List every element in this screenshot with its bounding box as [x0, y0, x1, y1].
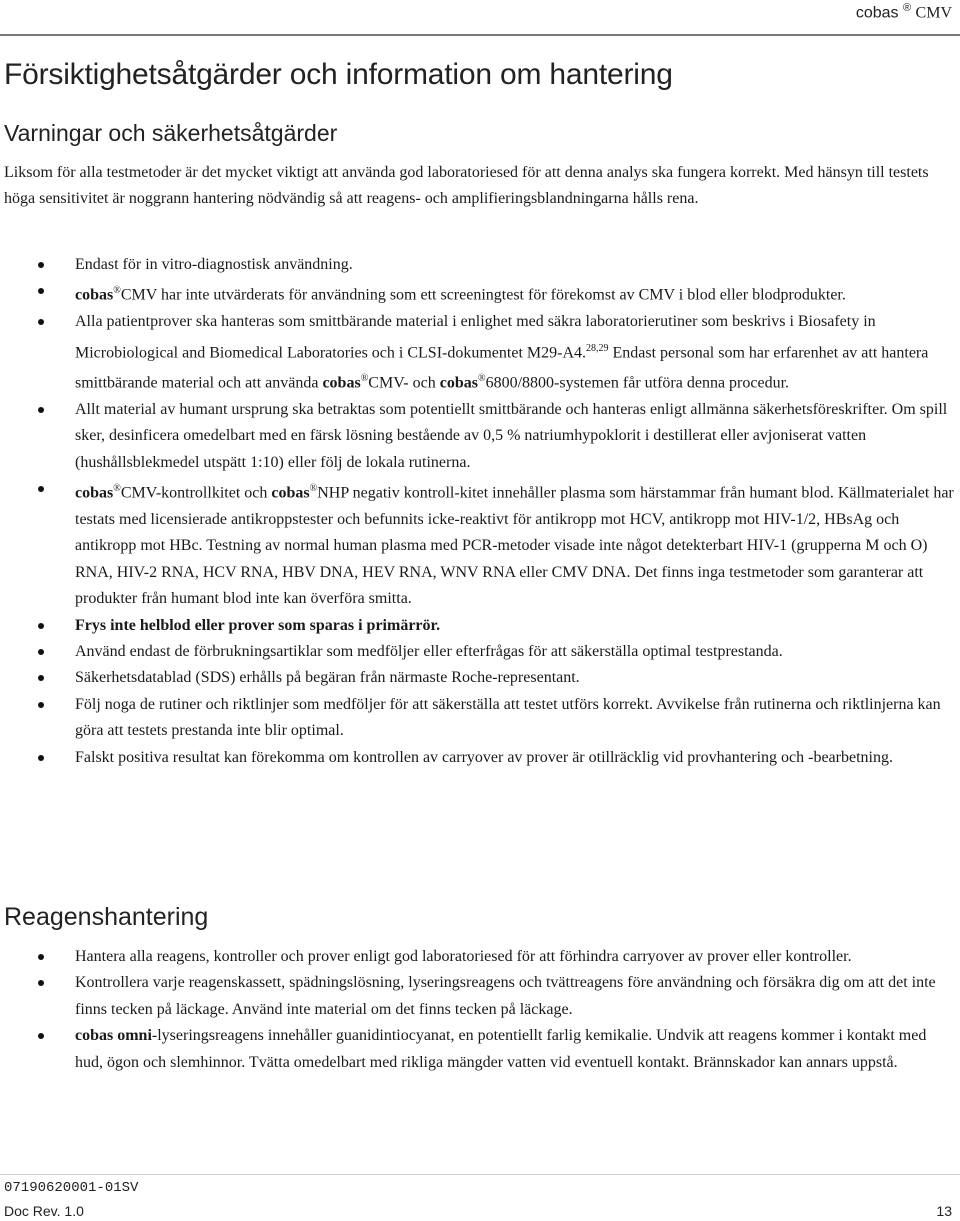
list-item	[0, 970, 955, 1023]
list-item-text: Säkerhetsdatablad (SDS) erhålls på begäran från närmaste Roche-representant.	[75, 669, 580, 687]
brand-name: cobas	[75, 286, 114, 304]
bullet-icon	[38, 954, 44, 960]
bullet-icon	[38, 288, 44, 294]
bullet-icon	[38, 486, 44, 492]
list-item-text: Endast för in vitro-diagnostisk användning.	[75, 256, 353, 273]
brand-name: cobas	[439, 374, 478, 392]
list-item-text: CMV har inte utvärderats för användning som ett screeningtest för förekomst av CMV i blod eller blodprodukter.	[120, 286, 846, 304]
list-item-text: Alla patientprover ska hanteras som smittbärande material i enlighet med säkra laboratorierutiner som beskrivs i Biosafety in Microbiological and Biomedical Laboratories och i CLSI-dokumentet M29-A4.	[75, 313, 876, 361]
list-item-text: CMV- och	[368, 374, 440, 392]
list-item: cobas®CMV-kontrollkitet och cobas®NHP negativ kontroll-kitet innehåller plasma som härstammar från humant blod. Källmaterialet har testats med licensierade antikroppstester och befunnits icke-reaktivt för antikropp mot HCV, antikropp mot HIV-1/2, HBsAg och antikropp mot HBc. Testning av normal human plasma med PCR-metoder visade inte något detekterbart HIV-1 (grupperna M och O) RNA, HIV-2 RNA, HCV RNA, HBV DNA, HEV RNA, WNV RNA eller CMV DNA. Det finns inga testmetoder som garanterar att produkter från humant blod inte kan överföra smitta.	[0, 476, 955, 612]
page-number: 13	[936, 1203, 952, 1219]
bullet-icon	[38, 649, 44, 655]
page-title: Försiktighetsåtgärder och information om hantering	[4, 58, 673, 91]
list-item-text: Hantera alla reagens, kontroller och prover enligt god laboratoriesed för att förhindra carryover av prover eller kontroller.	[75, 948, 852, 965]
bullet-icon	[38, 623, 44, 629]
bullet-icon	[38, 262, 44, 268]
list-item	[0, 944, 955, 970]
list-item-text: Endast personal som har erfarenhet av att hantera smittbärande material och att använda	[75, 343, 929, 392]
document-code: 07190620001-01SV	[4, 1180, 139, 1196]
list-item	[0, 252, 955, 278]
warnings-list	[0, 252, 955, 771]
list-item: cobas®CMV har inte utvärderats för användning som ett screeningtest för förekomst av CMV i blod eller blodprodukter.	[0, 278, 955, 309]
list-item	[0, 1023, 955, 1076]
list-item-text: Kontrollera varje reagenskassett, spädningslösning, lyseringsreagens och tvättreagens före användning och försäkra dig om att det inte finns tecken på läckage. Använd inte material om det finns tecken på läckage.	[75, 974, 936, 1018]
list-item	[0, 745, 955, 771]
list-item-text-bold: Frys inte helblod eller prover som sparas i primärrör.	[75, 616, 441, 634]
registered-mark: ®	[902, 2, 912, 14]
list-item-text: Följ noga de rutiner och riktlinjer som medföljer för att säkerställa att testet utförs korrekt. Avvikelse från rutinerna och riktlinjerna kan göra att testets prestanda inte blir optimal.	[75, 695, 941, 740]
bullet-icon	[38, 980, 44, 986]
list-item: Alla patientprover ska hanteras som smittbärande material i enlighet med säkra laboratorierutiner som beskrivs i Biosafety in Microbiological and Biomedical Laboratories och i CLSI-dokumentet M29-A4.$^{28,29}$ Endast personal som har erfarenhet av att hantera smittbärande material och att använda cobas®CMV- och cobas®6800/8800-systemen får utföra denna procedur.	[0, 309, 955, 397]
bullet-icon	[38, 702, 44, 708]
list-item	[0, 692, 955, 745]
list-item-text: 6800/8800-systemen får utföra denna procedur.	[485, 374, 790, 392]
running-header	[856, 2, 952, 22]
reagent-list	[0, 944, 955, 1076]
list-item-text: Använd endast de förbrukningsartiklar som medföljer eller efterfrågas för att säkerställa optimal testprestanda.	[75, 643, 783, 660]
list-item-text: NHP negativ kontroll-kitet innehåller plasma som härstammar från humant blod. Källmaterialet har testats med licensierade antikroppstester och befunnits icke-reaktivt för antikropp mot HCV, antikropp mot HIV-1/2, HBsAg och antikropp mot HBc. Testning av normal human plasma med PCR-metoder visade inte något detekterbart HIV-1 (grupperna M och O) RNA, HIV-2 RNA, HCV RNA, HBV DNA, HEV RNA, WNV RNA eller CMV DNA. Det finns inga testmetoder som garanterar att produkter från humant blod inte kan överföra smitta.	[75, 484, 954, 608]
list-item	[0, 397, 955, 476]
list-item	[0, 639, 955, 665]
brand-name: cobas	[75, 484, 114, 502]
brand-name: cobas	[322, 374, 361, 392]
reference-superscript: 28,29	[586, 342, 609, 354]
section-heading-warnings: Varningar och säkerhetsåtgärder	[4, 120, 338, 146]
list-item-text: Falskt positiva resultat kan förekomma om kontrollen av carryover av prover är otillräcklig vid provhantering och -bearbetning.	[75, 748, 893, 766]
list-item	[0, 665, 955, 691]
list-item-text: CMV-kontrollkitet och	[120, 484, 272, 502]
header-divider	[0, 34, 960, 36]
footer-divider	[0, 1174, 960, 1175]
brand-name: cobas omni	[75, 1027, 152, 1045]
brand-name: cobas	[271, 484, 310, 502]
header-product: CMV	[915, 4, 952, 22]
document-revision: Doc Rev. 1.0	[4, 1203, 84, 1219]
header-brand: cobas	[855, 4, 899, 22]
section-heading-reagent-handling: Reagenshantering	[4, 903, 209, 931]
bullet-icon	[38, 1033, 44, 1039]
list-item-text: Allt material av humant ursprung ska betraktas som potentiellt smittbärande och hanteras enligt allmänna säkerhetsföreskrifter. Om spill sker, desinficera omedelbart med en färsk lösning bestående av 0,5 % natriumhypoklorit i destillerat eller avjoniserat vatten (hushållsblekmedel utspätt 1:10) eller följ de lokala rutinerna.	[75, 401, 948, 471]
list-item-text: -lyseringsreagens innehåller guanidintiocyanat, en potentiellt farlig kemikalie. Undvik att reagens kommer i kontakt med hud, ögon och slemhinnor. Tvätta omedelbart med rikliga mängder vatten vid eventuell kontakt. Brännskador kan annars uppstå.	[75, 1027, 927, 1071]
bullet-icon	[38, 407, 44, 413]
list-item	[0, 613, 955, 639]
bullet-icon	[38, 675, 44, 681]
intro-paragraph: Liksom för alla testmetoder är det mycket viktigt att använda god laboratoriesed för att denna analys ska fungera korrekt. Med hänsyn till testets höga sensitivitet är noggrann hantering nödvändig så att reagens- och amplifieringsblandningarna hålls rena.	[4, 164, 929, 207]
bullet-icon	[38, 319, 44, 325]
bullet-icon	[38, 755, 44, 761]
